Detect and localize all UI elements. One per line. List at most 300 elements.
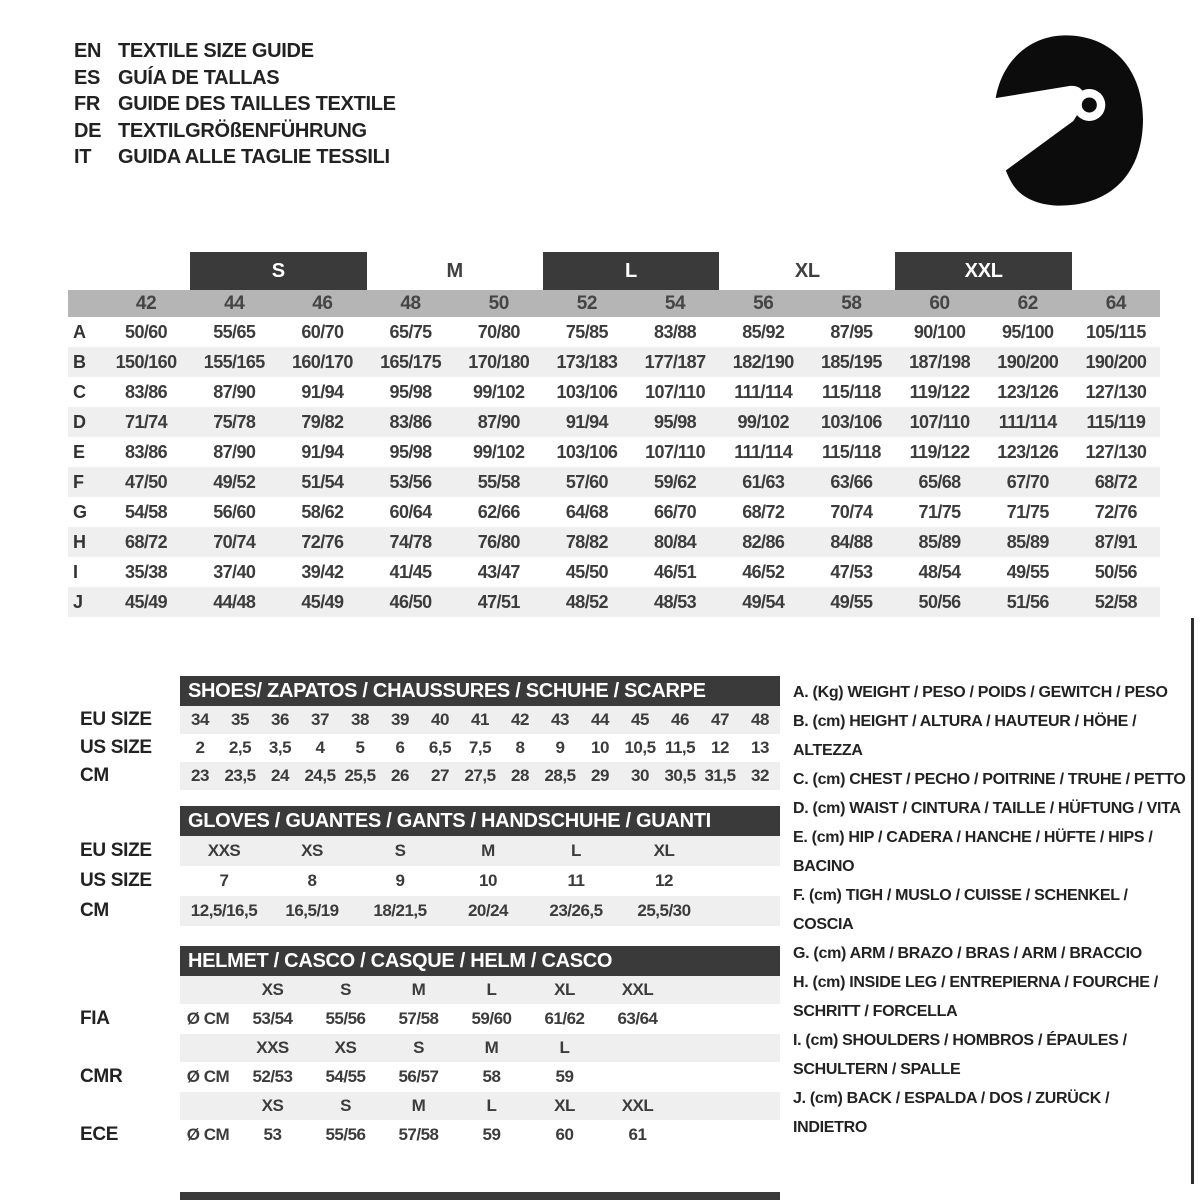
size-value-cell: 37/40 [213, 561, 256, 582]
size-value-cell: 48/53 [654, 591, 697, 612]
size-value-cell: 71/75 [918, 501, 961, 522]
size-value-cell: 2 [195, 738, 205, 757]
size-label-cell: L [486, 1096, 497, 1115]
row-label: F [73, 471, 84, 492]
size-value-cell: 177/187 [644, 351, 706, 372]
measurement-row [68, 377, 1160, 407]
language-code: ES [74, 66, 101, 89]
size-value-cell: L [571, 841, 581, 860]
size-value-cell: 99/102 [737, 411, 789, 432]
helmet-sizes-values [180, 1092, 780, 1120]
size-value-cell: 182/190 [732, 351, 794, 372]
size-value-cell: 28 [511, 766, 529, 785]
size-value-cell: 42 [511, 710, 529, 729]
size-band-l: L [543, 252, 719, 290]
size-value-cell: 49/54 [742, 591, 785, 612]
size-value-cell: 12 [655, 871, 673, 890]
size-column-header: 48 [400, 292, 421, 314]
size-label-cell: XXL [621, 1096, 654, 1115]
size-value-cell: 99/102 [473, 381, 525, 402]
size-value-cell: 78/82 [565, 531, 608, 552]
helmet-values [180, 1062, 780, 1092]
size-value-cell: 87/91 [1094, 531, 1137, 552]
size-value-cell: 66/70 [654, 501, 697, 522]
legend-item: G. (cm) ARM / BRAZO / BRAS / ARM / BRACCIO [793, 945, 1142, 962]
legend-item: I. (cm) SHOULDERS / HOMBROS / ÉPAULES / SCHULTERN / SPALLE [793, 1032, 1127, 1078]
measurement-row [68, 407, 1160, 437]
size-value-cell: 63/64 [617, 1009, 658, 1028]
size-value-cell: 70/80 [477, 321, 520, 342]
size-value-cell: 4 [315, 738, 325, 757]
size-value-cell: 3,5 [268, 738, 292, 757]
size-band-xl: XL [794, 259, 820, 282]
size-value-cell: 49/52 [213, 471, 256, 492]
size-value-cell: 10 [479, 871, 497, 890]
size-label-cell: M [411, 1096, 426, 1115]
size-value-cell: 95/98 [389, 441, 432, 462]
size-value-cell: 45/49 [301, 591, 344, 612]
size-value-cell: 63/66 [830, 471, 873, 492]
size-value-cell: S [394, 841, 406, 860]
size-value-cell: 23/26,5 [549, 901, 603, 920]
size-value-cell: 58/62 [301, 501, 344, 522]
size-value-cell: 74/78 [389, 531, 432, 552]
size-value-cell: XL [653, 841, 675, 860]
size-value-cell: 80/84 [654, 531, 697, 552]
size-value-cell: 107/110 [645, 381, 705, 402]
language-row [74, 38, 396, 65]
size-value-cell: 10 [591, 738, 609, 757]
language-code: DE [74, 119, 102, 142]
size-value-cell: 67/70 [1006, 471, 1049, 492]
size-value-cell: 103/106 [556, 441, 618, 462]
title-spacer [68, 676, 180, 706]
helmet-values-row [68, 1062, 780, 1092]
size-value-cell: 43 [551, 710, 569, 729]
size-value-cell: 56/57 [398, 1067, 439, 1086]
table-title-bar: HELMET / CASCO / CASQUE / HELM / CASCO [180, 946, 780, 976]
size-label-cell [601, 1034, 674, 1062]
size-value-cell: 72/76 [1094, 501, 1137, 522]
size-value-cell: 32 [751, 766, 769, 785]
size-value-cell: 70/74 [830, 501, 873, 522]
size-value-cell: 60/64 [389, 501, 432, 522]
row-label [68, 1092, 180, 1120]
size-value-cell: 75/85 [565, 321, 608, 342]
size-value-cell: 46 [671, 710, 689, 729]
size-value-cell: 68/72 [742, 501, 785, 522]
helmet-values-row [68, 1120, 780, 1150]
size-value-cell: 41/45 [389, 561, 432, 582]
helmet-values [180, 1004, 780, 1034]
measurement-row [68, 557, 1160, 587]
size-value-cell: 119/122 [909, 441, 970, 462]
size-value-cell: 7 [219, 871, 229, 890]
size-value-cell: 173/183 [556, 351, 618, 372]
guide-title: TEXTILE SIZE GUIDE [118, 40, 314, 62]
language-code: IT [74, 146, 92, 168]
size-value-cell: 49/55 [830, 591, 873, 612]
measurement-row [68, 497, 1160, 527]
size-value-cell: 16,5/19 [285, 901, 339, 920]
size-value-cell: 56/60 [213, 501, 256, 522]
size-value-cell: 91/94 [565, 411, 608, 432]
size-value-cell: 57/58 [398, 1125, 439, 1144]
size-value-cell: 51/54 [301, 471, 344, 492]
size-value-cell: 105/115 [1085, 321, 1146, 342]
size-column-header: 64 [1105, 292, 1127, 314]
size-value-cell: 85/92 [742, 321, 785, 342]
language-row [74, 91, 396, 118]
table-title-row [68, 676, 780, 706]
row-label: G [73, 501, 88, 522]
strip-row-values [180, 896, 780, 926]
size-value-cell: 83/86 [125, 441, 168, 462]
size-value-cell: 61/62 [544, 1009, 585, 1028]
size-value-cell: 8 [307, 871, 317, 890]
size-value-cell: 11,5 [664, 738, 696, 757]
helmet-sizes-row [68, 976, 780, 1004]
size-value-cell: 103/106 [556, 381, 618, 402]
size-value-cell: 165/175 [380, 351, 441, 372]
size-value-cell: 47/51 [477, 591, 520, 612]
size-value-cell: 119/122 [909, 381, 970, 402]
size-value-cell: 47/53 [830, 561, 873, 582]
size-band-s: S [190, 252, 366, 290]
size-value-cell: 11 [567, 871, 585, 890]
size-value-cell: 8 [515, 738, 525, 757]
size-value-cell: 55/65 [213, 321, 256, 342]
size-value-cell: 35/38 [125, 561, 168, 582]
size-column-header: 54 [664, 292, 686, 314]
strip-row [68, 836, 780, 866]
legend-item: J. (cm) BACK / ESPALDA / DOS / ZURÜCK / INDIETRO [793, 1090, 1110, 1136]
size-value-cell: 25,5 [344, 766, 376, 785]
row-label: C [73, 381, 86, 402]
size-value-cell: 127/130 [1085, 441, 1147, 462]
row-label: D [73, 411, 86, 432]
size-band-xxl: XXL [895, 252, 1071, 290]
size-value-cell: 9 [395, 871, 405, 890]
band-spacer [68, 250, 102, 290]
size-label-cell: M [484, 1038, 499, 1057]
size-value-cell: 187/198 [909, 351, 970, 372]
size-value-cell: 5 [355, 738, 365, 757]
size-value-cell: 45/50 [565, 561, 608, 582]
size-value-cell: 44 [591, 710, 609, 729]
strip-row-values [180, 866, 780, 896]
size-value-cell: 48/52 [565, 591, 608, 612]
strip-row-values [180, 734, 780, 762]
measurement-row [68, 317, 1160, 347]
size-value-cell: 35 [231, 710, 249, 729]
size-label-cell: S [413, 1038, 424, 1057]
size-value-cell: 6 [395, 738, 405, 757]
size-value-cell: 24,5 [304, 766, 336, 785]
size-value-cell: 111/114 [998, 411, 1057, 432]
unit-spacer [180, 976, 236, 1004]
helmet-icon [968, 26, 1158, 214]
size-value-cell: 46/51 [654, 561, 697, 582]
size-value-cell: 34 [191, 710, 209, 729]
size-value-cell: 107/110 [645, 441, 705, 462]
size-value-cell: 54/58 [125, 501, 168, 522]
size-value-cell: 52/53 [252, 1067, 293, 1086]
table-title-bar: SHOES/ ZAPATOS / CHAUSSURES / SCHUHE / SCARPE [180, 676, 780, 706]
right-edge-rule [1191, 618, 1194, 1184]
size-value-cell: 65/68 [918, 471, 961, 492]
size-value-cell: 71/75 [1006, 501, 1049, 522]
size-value-cell: 23,5 [224, 766, 256, 785]
standard-label: FIA [80, 1008, 110, 1029]
row-label: E [73, 441, 86, 462]
size-value-cell: 49/55 [1006, 561, 1049, 582]
table-title-row [68, 946, 780, 976]
size-value-cell: 55/56 [325, 1009, 366, 1028]
size-column-header: 50 [488, 292, 509, 314]
size-value-cell: 57/60 [565, 471, 608, 492]
unit-spacer [180, 1034, 236, 1062]
strip-row-values [180, 762, 780, 790]
language-row [74, 118, 396, 145]
shoes-size-table [68, 676, 780, 790]
size-value-cell: 47 [711, 710, 729, 729]
size-value-cell: 7,5 [468, 738, 492, 757]
size-label-cell: XL [554, 980, 575, 999]
textile-size-table [68, 250, 1160, 617]
size-column-header: 42 [135, 292, 157, 314]
size-value-cell: 90/100 [913, 321, 966, 342]
unit-label: Ø CM [186, 1067, 230, 1086]
size-value-cell: 76/80 [477, 531, 520, 552]
size-value-cell: 50/56 [1094, 561, 1137, 582]
size-value-cell: 190/200 [997, 351, 1059, 372]
size-value-cell: 85/89 [1006, 531, 1049, 552]
size-value-cell: 59 [555, 1067, 574, 1086]
size-value-cell: 6,5 [428, 738, 452, 757]
size-value-cell: 23 [191, 766, 209, 785]
size-value-cell: 53/56 [389, 471, 432, 492]
measurement-row [68, 587, 1160, 617]
size-value-cell: 53 [263, 1125, 282, 1144]
size-column-header: 58 [841, 292, 862, 314]
size-value-cell: 84/88 [830, 531, 873, 552]
size-value-cell: 75/78 [213, 411, 256, 432]
size-value-cell: 43/47 [477, 561, 520, 582]
size-value-cell: M [481, 841, 495, 860]
number-row-spacer [68, 290, 102, 317]
strip-row-values [180, 706, 780, 734]
size-value-cell: 9 [555, 738, 565, 757]
size-value-cell: 91/94 [301, 381, 344, 402]
size-value-cell: 40 [431, 710, 449, 729]
size-value-cell: 50/60 [125, 321, 168, 342]
size-value-cell: 59/60 [471, 1009, 512, 1028]
row-label: I [73, 561, 79, 582]
row-label: J [73, 591, 84, 612]
size-value-cell: 46/50 [389, 591, 432, 612]
size-value-cell: 160/170 [291, 351, 353, 372]
row-label: EU SIZE [80, 709, 152, 730]
size-value-cell: 99/102 [473, 441, 525, 462]
size-value-cell: 95/98 [389, 381, 432, 402]
size-value-cell: 47/50 [125, 471, 168, 492]
measurement-row [68, 527, 1160, 557]
size-label-cell: M [411, 980, 426, 999]
size-column-header: 52 [576, 292, 598, 314]
helmet-values [180, 1120, 780, 1150]
size-band-m: M [446, 259, 463, 282]
measurement-legend [793, 678, 1187, 1142]
size-value-cell: 59/62 [654, 471, 697, 492]
size-value-cell: 103/106 [820, 411, 882, 432]
guide-title: TEXTILGRÖßENFÜHRUNG [118, 119, 367, 142]
standard-label: CMR [80, 1066, 123, 1087]
size-value-cell [601, 1062, 674, 1092]
size-value-cell: 107/110 [909, 411, 970, 432]
size-value-cell: 70/74 [213, 531, 256, 552]
language-row [74, 65, 396, 92]
size-label-cell: XL [554, 1096, 575, 1115]
size-value-cell: 91/94 [301, 441, 344, 462]
size-value-cell: 115/119 [1086, 411, 1146, 432]
size-value-cell: 111/114 [734, 381, 793, 402]
size-value-cell: 150/160 [115, 351, 177, 372]
strip-row [68, 706, 780, 734]
helmet-sizes-row [68, 1034, 780, 1062]
unit-label: Ø CM [186, 1009, 230, 1028]
legend-item: D. (cm) WAIST / CINTURA / TAILLE / HÜFTUNG / VITA [793, 800, 1181, 817]
size-value-cell: 45/49 [125, 591, 168, 612]
size-column-header: 62 [1017, 292, 1038, 314]
size-column-header: 56 [753, 292, 774, 314]
language-code: FR [74, 93, 101, 115]
helmet-sizes-row [68, 1092, 780, 1120]
size-column-header: 46 [312, 292, 333, 314]
helmet-sizes-values [180, 976, 780, 1004]
size-column-header: 60 [929, 292, 950, 314]
size-value-cell: 83/88 [654, 321, 697, 342]
size-value-cell: 87/95 [830, 321, 873, 342]
size-label-cell: XS [261, 980, 284, 999]
size-value-cell: 82/86 [742, 531, 785, 552]
helmet-values-row [68, 1004, 780, 1034]
unit-label: Ø CM [186, 1125, 230, 1144]
size-value-cell: 115/118 [821, 381, 881, 402]
size-value-cell: 26 [391, 766, 409, 785]
size-value-cell: 10,5 [624, 738, 656, 757]
size-value-cell: 52/58 [1094, 591, 1137, 612]
measurement-row [68, 437, 1160, 467]
row-label: US SIZE [80, 870, 152, 891]
language-row [74, 144, 396, 171]
helmet-sizes-values [180, 1034, 780, 1062]
gloves-size-table [68, 806, 780, 926]
legend-item: F. (cm) TIGH / MUSLO / CUISSE / SCHENKEL / COSCIA [793, 887, 1128, 933]
size-value-cell: 41 [471, 710, 489, 729]
size-value-cell: 71/74 [125, 411, 168, 432]
size-value-cell: 45 [631, 710, 649, 729]
size-value-cell: 61/63 [742, 471, 785, 492]
guide-title: GUIDA ALLE TAGLIE TESSILI [118, 146, 390, 168]
strip-row [68, 762, 780, 790]
legend-item: A. (Kg) WEIGHT / PESO / POIDS / GEWITCH / PESO [793, 684, 1168, 701]
strip-row [68, 734, 780, 762]
size-value-cell: 55/56 [325, 1125, 366, 1144]
row-label: B [73, 351, 86, 372]
size-value-cell: 24 [271, 766, 289, 785]
table-title-bar: GLOVES / GUANTES / GANTS / HANDSCHUHE / GUANTI [180, 806, 780, 836]
row-label: US SIZE [80, 737, 152, 758]
size-value-cell: 60 [555, 1125, 574, 1144]
size-value-cell: 20/24 [467, 901, 509, 920]
size-value-cell: 79/82 [301, 411, 344, 432]
size-value-cell: 53/54 [252, 1009, 293, 1028]
size-label-cell: L [486, 980, 497, 999]
size-value-cell: 30,5 [664, 766, 696, 785]
size-value-cell: 58 [482, 1067, 501, 1086]
size-value-cell: 127/130 [1085, 381, 1147, 402]
size-value-cell: 83/86 [389, 411, 432, 432]
size-value-cell: 46/52 [742, 561, 785, 582]
size-value-cell: 12,5/16,5 [190, 901, 258, 920]
size-value-cell: 68/72 [125, 531, 168, 552]
strip-row [68, 896, 780, 926]
size-value-cell: 62/66 [477, 501, 520, 522]
size-value-cell: 29 [591, 766, 609, 785]
size-value-cell: 31,5 [704, 766, 736, 785]
size-value-cell: XXS [207, 841, 241, 860]
size-value-cell: 12 [711, 738, 729, 757]
guide-title: GUIDE DES TAILLES TEXTILE [118, 93, 396, 115]
row-label: H [73, 531, 86, 552]
size-value-cell: 83/86 [125, 381, 168, 402]
size-value-cell: 39 [391, 710, 409, 729]
size-value-cell: 170/180 [468, 351, 530, 372]
row-label: EU SIZE [80, 840, 152, 861]
title-spacer [68, 806, 180, 836]
size-value-cell: XS [301, 841, 323, 860]
size-value-cell: 57/58 [398, 1009, 439, 1028]
size-value-cell: 155/165 [203, 351, 265, 372]
size-label-cell: S [340, 980, 351, 999]
size-value-cell: 111/114 [734, 441, 793, 462]
size-value-cell: 13 [751, 738, 769, 757]
size-label-cell: XXL [621, 980, 654, 999]
measurement-row [68, 347, 1160, 377]
size-value-cell: 115/118 [821, 441, 881, 462]
size-value-cell: 36 [271, 710, 289, 729]
size-label-cell: L [559, 1038, 570, 1057]
size-value-cell: 27 [431, 766, 449, 785]
row-label: A [73, 321, 86, 342]
size-value-cell: 85/89 [918, 531, 961, 552]
size-value-cell: 48 [751, 710, 769, 729]
size-value-cell: 55/58 [477, 471, 520, 492]
size-value-cell: 61 [628, 1125, 647, 1144]
strip-row-values [180, 836, 780, 866]
size-value-cell: 95/98 [654, 411, 697, 432]
size-value-cell: 54/55 [325, 1067, 366, 1086]
size-band-row [68, 250, 1160, 290]
size-value-cell: 123/126 [997, 441, 1059, 462]
standard-label: ECE [80, 1124, 119, 1145]
helmet-size-table [68, 946, 780, 1150]
size-label-cell: S [340, 1096, 351, 1115]
size-value-cell: 87/90 [213, 381, 256, 402]
guide-title: GUÍA DE TALLAS [118, 66, 280, 89]
legend-item: C. (cm) CHEST / PECHO / POITRINE / TRUHE / PETTO [793, 771, 1186, 788]
